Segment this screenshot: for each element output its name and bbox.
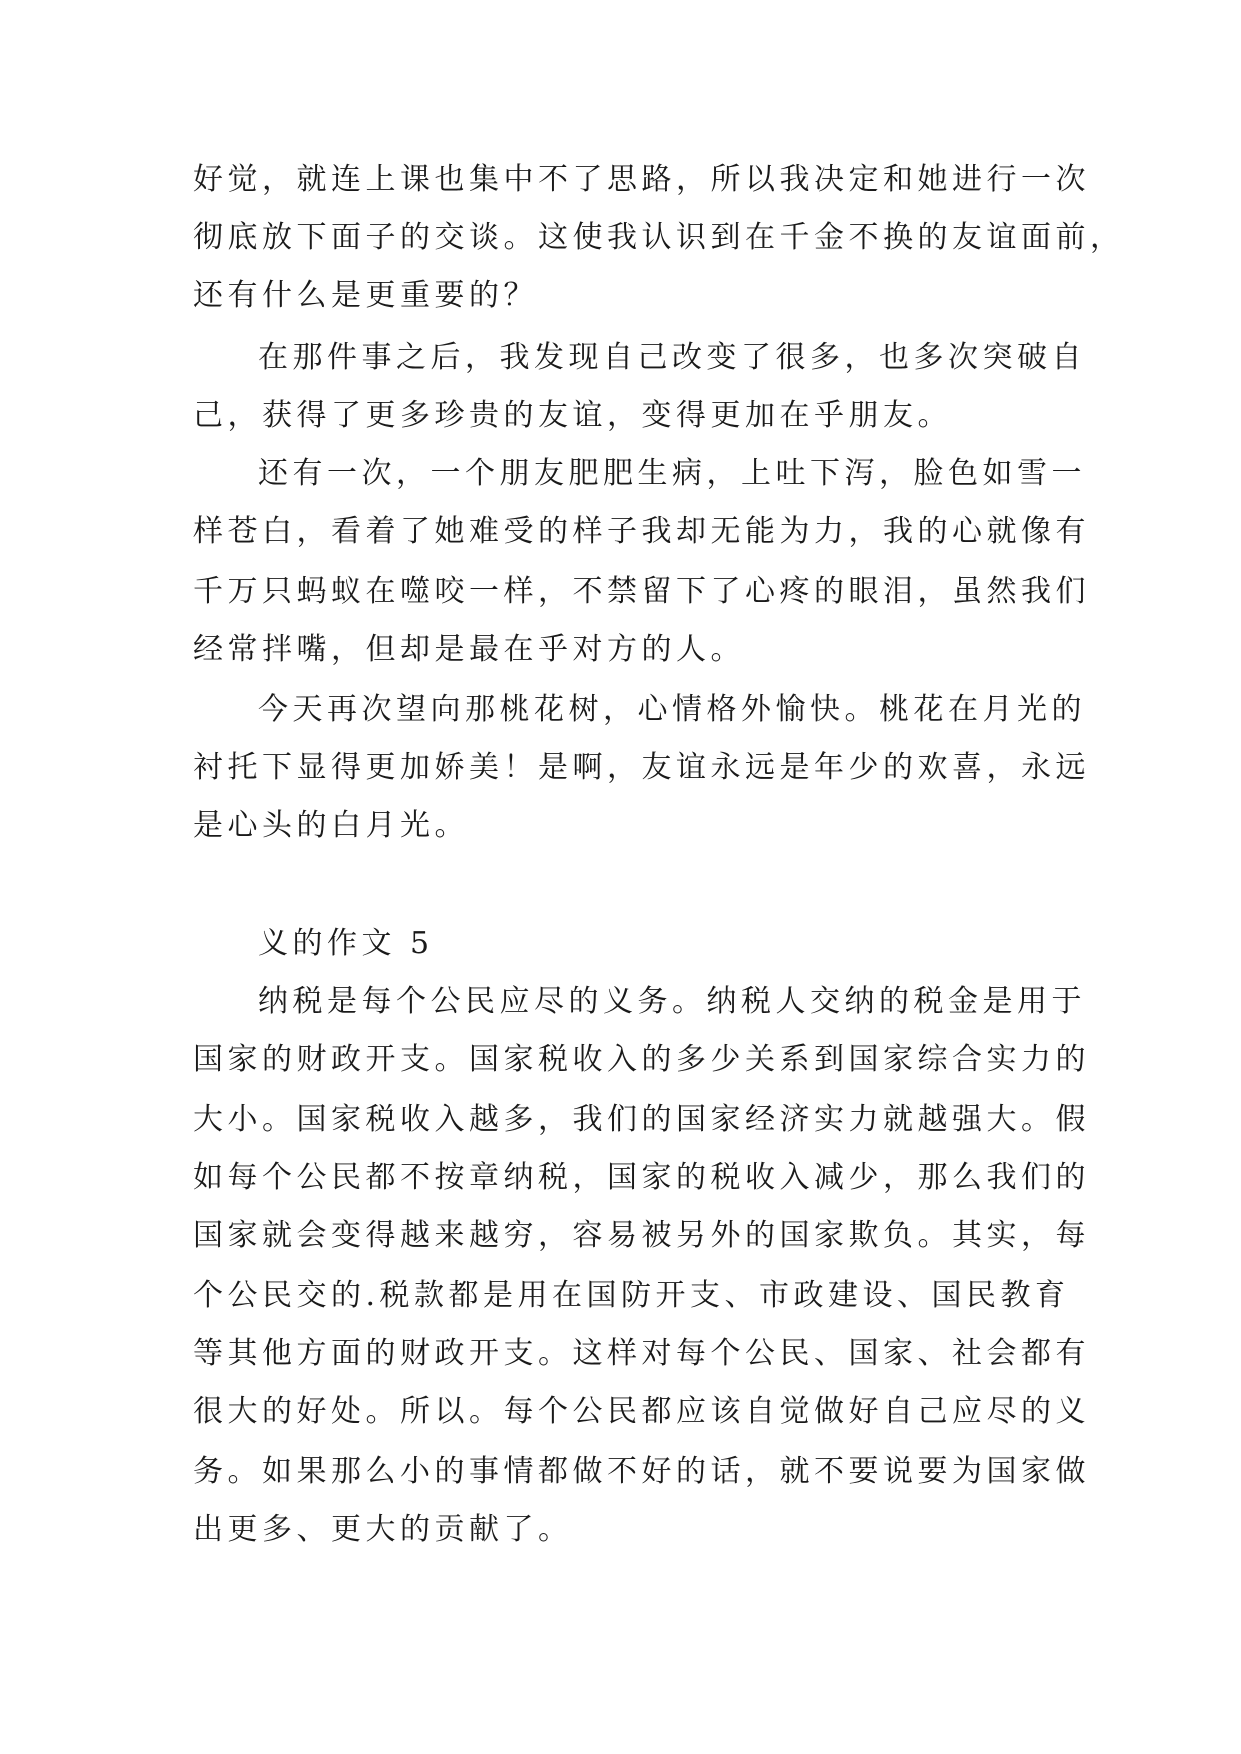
paragraph-first-line: 今天再次望向那桃花树，心情格外愉快。桃花在月光的 <box>258 692 1086 727</box>
text-line: 经常拌嘴，但却是最在乎对方的人。 <box>193 632 745 667</box>
text-line: 样苍白，看着了她难受的样子我却无能为力，我的心就像有 <box>193 514 1090 549</box>
text-line: 己，获得了更多珍贵的友谊，变得更加在乎朋友。 <box>193 398 952 433</box>
text-line: 彻底放下面子的交谈。这使我认识到在千金不换的友谊面前， <box>193 220 1125 255</box>
paragraph-first-line: 纳税是每个公民应尽的义务。纳税人交纳的税金是用于 <box>258 984 1086 1019</box>
section-heading: 义的作文 5 <box>258 926 434 961</box>
text-line: 出更多、更大的贡献了。 <box>193 1512 573 1547</box>
text-line: 国家的财政开支。国家税收入的多少关系到国家综合实力的 <box>193 1042 1090 1077</box>
paragraph-first-line: 还有一次，一个朋友肥肥生病，上吐下泻，脸色如雪一 <box>258 456 1086 491</box>
text-line: 如每个公民都不按章纳税，国家的税收入减少，那么我们的 <box>193 1160 1090 1195</box>
text-line: 还有什么是更重要的？ <box>193 278 538 313</box>
text-line: 国家就会变得越来越穷，容易被另外的国家欺负。其实，每 <box>193 1218 1090 1253</box>
text-line: 务。如果那么小的事情都做不好的话，就不要说要为国家做 <box>193 1454 1090 1489</box>
text-line: 个公民交的.税款都是用在国防开支、市政建设、国民教育 <box>193 1278 1070 1313</box>
paragraph-first-line: 在那件事之后，我发现自己改变了很多，也多次突破自 <box>258 340 1086 375</box>
text-line: 是心头的白月光。 <box>193 808 469 843</box>
text-line: 衬托下显得更加娇美！是啊，友谊永远是年少的欢喜，永远 <box>193 750 1090 785</box>
text-line: 千万只蚂蚁在噬咬一样，不禁留下了心疼的眼泪，虽然我们 <box>193 574 1090 609</box>
text-line: 很大的好处。所以。每个公民都应该自觉做好自己应尽的义 <box>193 1394 1090 1429</box>
text-line: 好觉，就连上课也集中不了思路，所以我决定和她进行一次 <box>193 162 1090 197</box>
text-line: 大小。国家税收入越多，我们的国家经济实力就越强大。假 <box>193 1102 1090 1137</box>
text-line: 等其他方面的财政开支。这样对每个公民、国家、社会都有 <box>193 1336 1090 1371</box>
